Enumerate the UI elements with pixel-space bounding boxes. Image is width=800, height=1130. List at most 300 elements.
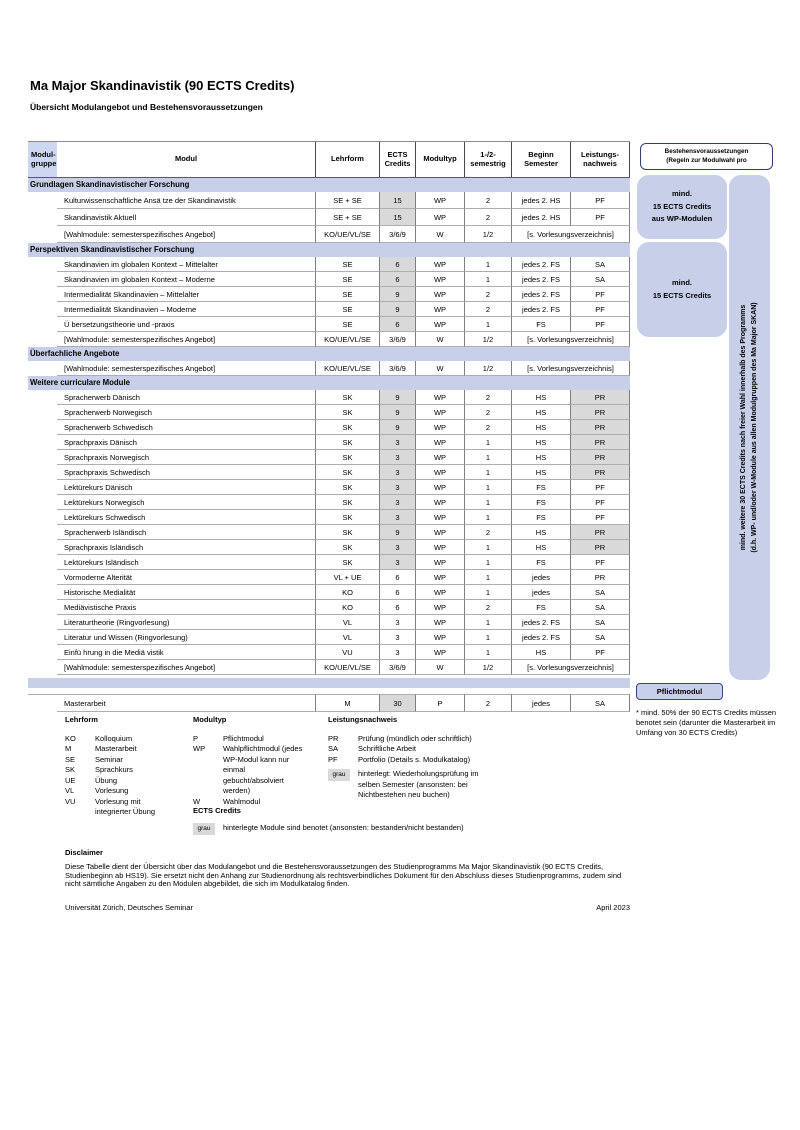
ects-cell: 9 bbox=[379, 390, 415, 405]
lehrform-cell: KO/UE/VL/SE bbox=[315, 226, 379, 243]
leistungsnachweis-cell: PF bbox=[570, 555, 630, 570]
module-row bbox=[28, 585, 630, 600]
leistungsnachweis-cell: PR bbox=[570, 465, 630, 480]
modultyp-cell: WP bbox=[415, 272, 464, 287]
masterarbeit-row-holder bbox=[28, 694, 630, 712]
section-header-band: Perspektiven Skandinavistischer Forschung bbox=[28, 243, 630, 257]
beginn-semester-cell: FS bbox=[511, 600, 570, 615]
ects-cell: 3 bbox=[379, 555, 415, 570]
beginn-semester-cell: HS bbox=[511, 540, 570, 555]
rule-box-wp-line1: mind. bbox=[672, 189, 692, 199]
ects-cell: 9 bbox=[379, 525, 415, 540]
beginn-semester-cell: HS bbox=[511, 525, 570, 540]
modulgruppe-cell bbox=[28, 302, 57, 317]
legend-item bbox=[65, 797, 155, 818]
legend-item bbox=[328, 744, 478, 755]
semestrig-cell: 2 bbox=[464, 525, 511, 540]
module-name-cell: Skandinavien im globalen Kontext – Mittelalter bbox=[57, 257, 315, 272]
beginn-semester-cell: HS bbox=[511, 435, 570, 450]
legend-abbr: UE bbox=[65, 775, 76, 785]
module-name-cell: Lektürekurs Isländisch bbox=[57, 555, 315, 570]
ects-cell: 3 bbox=[379, 450, 415, 465]
lehrform-cell: SK bbox=[315, 540, 379, 555]
rule-box-15-line1: mind. bbox=[672, 278, 692, 287]
module-name-cell: Ü bersetzungstheorie und -praxis bbox=[57, 317, 315, 332]
leistungsnachweis-cell: PR bbox=[570, 570, 630, 585]
module-row bbox=[28, 510, 630, 525]
module-row bbox=[28, 192, 630, 209]
module-row bbox=[28, 540, 630, 555]
lehrform-cell: SK bbox=[315, 420, 379, 435]
module-name-cell: Spracherwerb Schwedisch bbox=[57, 420, 315, 435]
beginn-semester-cell: jedes 2. FS bbox=[511, 630, 570, 645]
semestrig-cell: 2 bbox=[464, 600, 511, 615]
legend-abbr: VL bbox=[65, 786, 75, 795]
lehrform-cell: SK bbox=[315, 495, 379, 510]
ects-cell: 3/6/9 bbox=[379, 660, 415, 675]
lehrform-cell: SE + SE bbox=[315, 209, 379, 226]
ects-cell: 9 bbox=[379, 302, 415, 317]
semestrig-cell: 1 bbox=[464, 555, 511, 570]
module-row bbox=[28, 660, 630, 675]
rule-box-15-credits bbox=[637, 242, 727, 337]
ects-cell: 6 bbox=[379, 317, 415, 332]
legend-leistung-grau-row bbox=[328, 769, 478, 801]
leistungsnachweis-cell: PF bbox=[570, 287, 630, 302]
modultyp-cell: WP bbox=[415, 510, 464, 525]
footer-row bbox=[65, 903, 630, 912]
footer-institution: Universität Zürich, Deutsches Seminar bbox=[65, 903, 193, 912]
semestrig-cell: 1 bbox=[464, 585, 511, 600]
legend-ects-credits bbox=[193, 806, 464, 835]
legend-abbr: PF bbox=[328, 754, 338, 764]
lehrform-cell: SK bbox=[315, 435, 379, 450]
beginn-semester-cell: HS bbox=[511, 390, 570, 405]
module-row bbox=[28, 420, 630, 435]
section-header-band: Weitere curriculare Module bbox=[28, 376, 630, 390]
beginn-semester-cell: jedes 2. FS bbox=[511, 257, 570, 272]
legend-item bbox=[65, 786, 155, 797]
legend-desc: Seminar bbox=[95, 754, 123, 764]
module-name-cell: Literatur und Wissen (Ringvorlesung) bbox=[57, 630, 315, 645]
gray-swatch: grau bbox=[193, 823, 215, 835]
legend-desc: Sprachkurs bbox=[95, 765, 133, 774]
lehrform-cell: SE bbox=[315, 317, 379, 332]
legend-desc: Prüfung (mündlich oder schriftlich) bbox=[358, 733, 472, 743]
semestrig-cell: 1 bbox=[464, 615, 511, 630]
ects-cell: 30 bbox=[379, 694, 415, 712]
legend-abbr: SA bbox=[328, 744, 339, 753]
semestrig-cell: 1 bbox=[464, 257, 511, 272]
leistungsnachweis-cell: PF bbox=[570, 192, 630, 209]
lehrform-cell: SE bbox=[315, 272, 379, 287]
leistungsnachweis-cell: PR bbox=[570, 405, 630, 420]
beginn-semester-cell: FS bbox=[511, 495, 570, 510]
semestrig-cell: 2 bbox=[464, 694, 511, 712]
module-row bbox=[28, 450, 630, 465]
semestrig-cell: 1 bbox=[464, 510, 511, 525]
module-name-cell: Lektürekurs Dänisch bbox=[57, 480, 315, 495]
rule-box-30-credits-text bbox=[729, 175, 770, 680]
table-header-row bbox=[28, 141, 630, 178]
leistungsnachweis-cell: PF bbox=[570, 495, 630, 510]
leistungsnachweis-cell: PF bbox=[570, 302, 630, 317]
beginn-semester-cell: jedes 2. FS bbox=[511, 272, 570, 287]
legend-item bbox=[328, 755, 478, 766]
modulgruppe-cell bbox=[28, 420, 57, 435]
beginn-semester-cell: FS bbox=[511, 510, 570, 525]
page-title: Ma Major Skandinavistik (90 ECTS Credits) bbox=[30, 78, 295, 93]
module-name-cell: Mediävistische Praxis bbox=[57, 600, 315, 615]
modultyp-cell: WP bbox=[415, 570, 464, 585]
modulgruppe-cell bbox=[28, 257, 57, 272]
beginn-semester-cell: jedes bbox=[511, 694, 570, 712]
ects-cell: 6 bbox=[379, 585, 415, 600]
module-name-cell: Einfü hrung in die Mediä vistik bbox=[57, 645, 315, 660]
footer-date: April 2023 bbox=[596, 903, 630, 912]
rule-box-wp-line3: aus WP-Modulen bbox=[651, 214, 713, 224]
leistungsnachweis-cell: SA bbox=[570, 585, 630, 600]
modultyp-cell: WP bbox=[415, 525, 464, 540]
table-body bbox=[28, 178, 630, 675]
modulgruppe-cell bbox=[28, 510, 57, 525]
modulgruppe-cell bbox=[28, 192, 57, 209]
modultyp-cell: WP bbox=[415, 465, 464, 480]
legend-desc: Vorlesung mit integrierter Übung bbox=[95, 796, 156, 816]
rule-box-wp-modules bbox=[637, 175, 727, 239]
leistungsnachweis-cell: SA bbox=[570, 630, 630, 645]
beginn-semester-cell: jedes 2. HS bbox=[511, 209, 570, 226]
module-name-cell: Spracherwerb Norwegisch bbox=[57, 405, 315, 420]
legend-modultyp-title: Modultyp bbox=[193, 715, 227, 724]
ects-cell: 3 bbox=[379, 540, 415, 555]
semestrig-cell: 1 bbox=[464, 450, 511, 465]
semestrig-cell: 1/2 bbox=[464, 361, 511, 376]
module-row bbox=[28, 405, 630, 420]
header-semestrig: 1-/2- semestrig bbox=[464, 142, 511, 177]
legend-ects-grau-text: hinterlegte Module sind benotet (ansonsten: bestanden/nicht bestanden) bbox=[223, 822, 464, 832]
module-name-cell: Spracherwerb Dänisch bbox=[57, 390, 315, 405]
legend-desc: Übung bbox=[95, 775, 118, 785]
ects-cell: 9 bbox=[379, 420, 415, 435]
legend-lehrform-items bbox=[65, 734, 155, 818]
beginn-semester-cell: FS bbox=[511, 555, 570, 570]
modulgruppe-cell bbox=[28, 332, 57, 347]
legend-desc: Portfolio (Details s. Modulkatalog) bbox=[358, 754, 471, 764]
legend-item bbox=[65, 744, 155, 755]
legend-desc: Masterarbeit bbox=[95, 744, 137, 753]
ects-cell: 3/6/9 bbox=[379, 361, 415, 376]
beginn-semester-cell: jedes bbox=[511, 570, 570, 585]
legend-desc: Kolloquium bbox=[95, 733, 133, 743]
header-leistung: Leistungs- nachweis bbox=[570, 142, 630, 177]
modulgruppe-cell bbox=[28, 540, 57, 555]
modulgruppe-cell bbox=[28, 615, 57, 630]
ects-cell: 15 bbox=[379, 192, 415, 209]
legend-leistung-grau-text: hinterlegt: Wiederholungsprüfung im selben Semester (ansonsten: bei Nichtbestehen neu buchen) bbox=[358, 769, 479, 799]
lehrform-cell: SK bbox=[315, 555, 379, 570]
module-row bbox=[28, 555, 630, 570]
ects-cell: 3 bbox=[379, 615, 415, 630]
modulgruppe-cell bbox=[28, 480, 57, 495]
masterarbeit-row bbox=[28, 694, 630, 712]
module-row bbox=[28, 302, 630, 317]
module-row bbox=[28, 600, 630, 615]
module-name-cell: Literaturtheorie (Ringvorlesung) bbox=[57, 615, 315, 630]
lehrform-cell: KO/UE/VL/SE bbox=[315, 660, 379, 675]
module-name-cell: Sprachpraxis Norwegisch bbox=[57, 450, 315, 465]
modultyp-cell: WP bbox=[415, 287, 464, 302]
rule-box-30-line2: (d.h. WP- und/oder W-Module aus allen Modulgruppen des Ma Major SKAN) bbox=[750, 302, 758, 553]
ects-cell: 6 bbox=[379, 600, 415, 615]
ects-cell: 3 bbox=[379, 480, 415, 495]
pflichtmodul-badge: Pflichtmodul bbox=[636, 683, 723, 700]
semestrig-cell: 1/2 bbox=[464, 660, 511, 675]
module-name-cell: Lektürekurs Norwegisch bbox=[57, 495, 315, 510]
header-modultyp: Modultyp bbox=[415, 142, 464, 177]
legend-ects-title: ECTS Credits bbox=[193, 806, 241, 815]
module-name-cell: Intermedialität Skandinavien – Moderne bbox=[57, 302, 315, 317]
modulgruppe-cell bbox=[28, 555, 57, 570]
beginn-semester-cell: FS bbox=[511, 317, 570, 332]
modultyp-cell: WP bbox=[415, 600, 464, 615]
modulgruppe-cell bbox=[28, 272, 57, 287]
module-row bbox=[28, 272, 630, 287]
ects-cell: 3/6/9 bbox=[379, 332, 415, 347]
modultyp-cell: WP bbox=[415, 450, 464, 465]
lehrform-cell: VL bbox=[315, 630, 379, 645]
legend-ects-grau-row bbox=[193, 823, 464, 835]
lehrform-cell: SK bbox=[315, 390, 379, 405]
semestrig-cell: 2 bbox=[464, 287, 511, 302]
module-row bbox=[28, 480, 630, 495]
modulgruppe-cell bbox=[28, 405, 57, 420]
modulgruppe-cell bbox=[28, 465, 57, 480]
modultyp-cell: WP bbox=[415, 645, 464, 660]
modultyp-cell: WP bbox=[415, 615, 464, 630]
empty-section-band bbox=[28, 678, 630, 688]
bestehensvoraussetzungen-box bbox=[640, 143, 773, 170]
legend-abbr: W bbox=[193, 796, 201, 806]
legend-item bbox=[193, 744, 302, 797]
legend-desc: Wahlmodul bbox=[223, 796, 261, 806]
legend-abbr: KO bbox=[65, 733, 76, 743]
module-row bbox=[28, 390, 630, 405]
lehrform-cell: SE bbox=[315, 287, 379, 302]
ects-cell: 3 bbox=[379, 630, 415, 645]
bestehensvoraussetzungen-line1: Bestehensvoraussetzungen bbox=[664, 148, 749, 155]
module-row bbox=[28, 361, 630, 376]
semestrig-cell: 1 bbox=[464, 480, 511, 495]
leistungsnachweis-cell: PR bbox=[570, 435, 630, 450]
rule-box-15-line2: 15 ECTS Credits bbox=[652, 290, 712, 300]
lehrform-cell: KO bbox=[315, 600, 379, 615]
semestrig-cell: 1 bbox=[464, 630, 511, 645]
module-row bbox=[28, 465, 630, 480]
legend-item bbox=[65, 755, 155, 766]
module-name-cell: Skandinavien im globalen Kontext – Moderne bbox=[57, 272, 315, 287]
ects-cell: 9 bbox=[379, 405, 415, 420]
module-name-cell: [Wahlmodule: semesterspezifisches Angebot] bbox=[57, 332, 315, 347]
module-row bbox=[28, 525, 630, 540]
gray-swatch: grau bbox=[328, 769, 350, 781]
lehrform-cell: SK bbox=[315, 465, 379, 480]
module-row bbox=[28, 615, 630, 630]
modultyp-cell: P bbox=[415, 694, 464, 712]
modulgruppe-cell bbox=[28, 660, 57, 675]
modulgruppe-cell bbox=[28, 390, 57, 405]
vorlesungsverzeichnis-cell: [s. Vorlesungsverzeichnis] bbox=[511, 332, 630, 347]
module-row bbox=[28, 257, 630, 272]
semestrig-cell: 2 bbox=[464, 192, 511, 209]
modultyp-cell: WP bbox=[415, 435, 464, 450]
modulgruppe-cell bbox=[28, 600, 57, 615]
modultyp-cell: W bbox=[415, 361, 464, 376]
semestrig-cell: 1 bbox=[464, 317, 511, 332]
modultyp-cell: WP bbox=[415, 420, 464, 435]
leistungsnachweis-cell: PF bbox=[570, 317, 630, 332]
beginn-semester-cell: HS bbox=[511, 465, 570, 480]
module-row bbox=[28, 209, 630, 226]
ects-cell: 6 bbox=[379, 257, 415, 272]
header-lehrform: Lehrform bbox=[315, 142, 379, 177]
lehrform-cell: SE bbox=[315, 257, 379, 272]
leistungsnachweis-cell: PF bbox=[570, 645, 630, 660]
modultyp-cell: WP bbox=[415, 480, 464, 495]
modultyp-cell: WP bbox=[415, 302, 464, 317]
lehrform-cell: KO/UE/VL/SE bbox=[315, 332, 379, 347]
modulgruppe-cell bbox=[28, 435, 57, 450]
lehrform-cell: VU bbox=[315, 645, 379, 660]
ects-cell: 3 bbox=[379, 510, 415, 525]
lehrform-cell: VL bbox=[315, 615, 379, 630]
beginn-semester-cell: HS bbox=[511, 420, 570, 435]
semestrig-cell: 1 bbox=[464, 570, 511, 585]
legend-item bbox=[328, 734, 478, 745]
modultyp-cell: WP bbox=[415, 555, 464, 570]
leistungsnachweis-cell: PR bbox=[570, 525, 630, 540]
beginn-semester-cell: FS bbox=[511, 480, 570, 495]
semestrig-cell: 2 bbox=[464, 405, 511, 420]
lehrform-cell: SK bbox=[315, 405, 379, 420]
module-name-cell: Sprachpraxis Schwedisch bbox=[57, 465, 315, 480]
leistungsnachweis-cell: PR bbox=[570, 540, 630, 555]
legend-abbr: PR bbox=[328, 733, 339, 743]
ects-cell: 3 bbox=[379, 465, 415, 480]
modultyp-cell: WP bbox=[415, 540, 464, 555]
modultyp-cell: WP bbox=[415, 192, 464, 209]
leistungsnachweis-cell: PR bbox=[570, 390, 630, 405]
module-name-cell: Historische Medialität bbox=[57, 585, 315, 600]
ects-cell: 6 bbox=[379, 272, 415, 287]
module-name-cell: Sprachpraxis Dänisch bbox=[57, 435, 315, 450]
section-header-band: Grundlagen Skandinavistischer Forschung bbox=[28, 178, 630, 192]
module-row bbox=[28, 317, 630, 332]
module-row bbox=[28, 645, 630, 660]
ects-cell: 3 bbox=[379, 495, 415, 510]
beginn-semester-cell: HS bbox=[511, 405, 570, 420]
modultyp-cell: WP bbox=[415, 209, 464, 226]
legend-lehrform-title: Lehrform bbox=[65, 715, 98, 724]
bestehensvoraussetzungen-line2: (Regeln zur Modulwahl pro bbox=[666, 156, 747, 164]
disclaimer-text: Diese Tabelle dient der Übersicht über das Modulangebot und die Bestehensvoraussetzungen des Studienprogramms Ma Major Skandinavistik (90 ECTS Credits, Studienbeginn ab HS19). Sie ersetzt nicht den Anhang zur Studienordnung als rechtsverbindliches Dokument für den Abschluss dieses Studienprogramms, zudem sind nicht sämtliche Angaben zu den Modulen abgebildet, die sich im Modulkatalog finden. bbox=[65, 861, 622, 889]
leistungsnachweis-cell: PF bbox=[570, 209, 630, 226]
lehrform-cell: M bbox=[315, 694, 379, 712]
modultyp-cell: WP bbox=[415, 317, 464, 332]
page-subtitle: Übersicht Modulangebot und Bestehensvoraussetzungen bbox=[30, 102, 263, 112]
semestrig-cell: 2 bbox=[464, 420, 511, 435]
vorlesungsverzeichnis-cell: [s. Vorlesungsverzeichnis] bbox=[511, 361, 630, 376]
rule-box-wp-line2: 15 ECTS Credits bbox=[652, 201, 712, 211]
lehrform-cell: KO/UE/VL/SE bbox=[315, 361, 379, 376]
leistungsnachweis-cell: SA bbox=[570, 600, 630, 615]
module-row bbox=[28, 435, 630, 450]
modulgruppe-cell bbox=[28, 525, 57, 540]
modulgruppe-cell bbox=[28, 361, 57, 376]
legend-leistungsnachweis-title: Leistungsnachweis bbox=[328, 715, 398, 724]
legend-desc: Wahlpflichtmodul (jedes WP-Modul kann nur einmal gebucht/absolviert werden) bbox=[223, 744, 303, 795]
legend-item bbox=[65, 765, 155, 776]
leistungsnachweis-cell: PR bbox=[570, 420, 630, 435]
legend-modultyp-items bbox=[193, 734, 302, 808]
legend-leistungsnachweis bbox=[328, 715, 478, 801]
leistungsnachweis-cell: SA bbox=[570, 694, 630, 712]
module-name-cell: Skandinavistik Aktuell bbox=[57, 209, 315, 226]
lehrform-cell: VL + UE bbox=[315, 570, 379, 585]
module-name-cell: Lektürekurs Schwedisch bbox=[57, 510, 315, 525]
modulgruppe-cell bbox=[28, 694, 57, 712]
ects-cell: 6 bbox=[379, 570, 415, 585]
grading-note: * mind. 50% der 90 ECTS Credits müssen benotet sein (darunter die Masterarbeit im Umfang von 30 ECTS Credits) bbox=[636, 708, 777, 737]
modulgruppe-cell bbox=[28, 645, 57, 660]
header-beginn: Beginn Semester bbox=[511, 142, 570, 177]
section-header-band: Überfachliche Angebote bbox=[28, 347, 630, 361]
lehrform-cell: SK bbox=[315, 450, 379, 465]
module-name-cell: Vormoderne Alterität bbox=[57, 570, 315, 585]
beginn-semester-cell: HS bbox=[511, 645, 570, 660]
semestrig-cell: 1 bbox=[464, 495, 511, 510]
module-name-cell: Sprachpraxis Isländisch bbox=[57, 540, 315, 555]
modulgruppe-cell bbox=[28, 226, 57, 243]
modultyp-cell: WP bbox=[415, 585, 464, 600]
ects-cell: 3 bbox=[379, 435, 415, 450]
legend-abbr: M bbox=[65, 744, 72, 753]
semestrig-cell: 1/2 bbox=[464, 226, 511, 243]
legend-abbr: WP bbox=[193, 744, 206, 753]
semestrig-cell: 1/2 bbox=[464, 332, 511, 347]
beginn-semester-cell: jedes 2. FS bbox=[511, 302, 570, 317]
legend-leistungsnachweis-items bbox=[328, 734, 478, 766]
legend-item bbox=[65, 776, 155, 787]
module-row bbox=[28, 495, 630, 510]
semestrig-cell: 1 bbox=[464, 645, 511, 660]
lehrform-cell: SE bbox=[315, 302, 379, 317]
semestrig-cell: 1 bbox=[464, 435, 511, 450]
modultyp-cell: W bbox=[415, 660, 464, 675]
modulgruppe-cell bbox=[28, 495, 57, 510]
beginn-semester-cell: jedes bbox=[511, 585, 570, 600]
leistungsnachweis-cell: SA bbox=[570, 257, 630, 272]
module-row bbox=[28, 287, 630, 302]
modultyp-cell: WP bbox=[415, 390, 464, 405]
module-row bbox=[28, 570, 630, 585]
modulgruppe-cell bbox=[28, 630, 57, 645]
legend-abbr: VU bbox=[65, 796, 76, 806]
header-modulgruppe: Modul- gruppe bbox=[28, 142, 57, 177]
lehrform-cell: SK bbox=[315, 510, 379, 525]
legend-desc: Vorlesung bbox=[95, 786, 129, 795]
lehrform-cell: SK bbox=[315, 525, 379, 540]
